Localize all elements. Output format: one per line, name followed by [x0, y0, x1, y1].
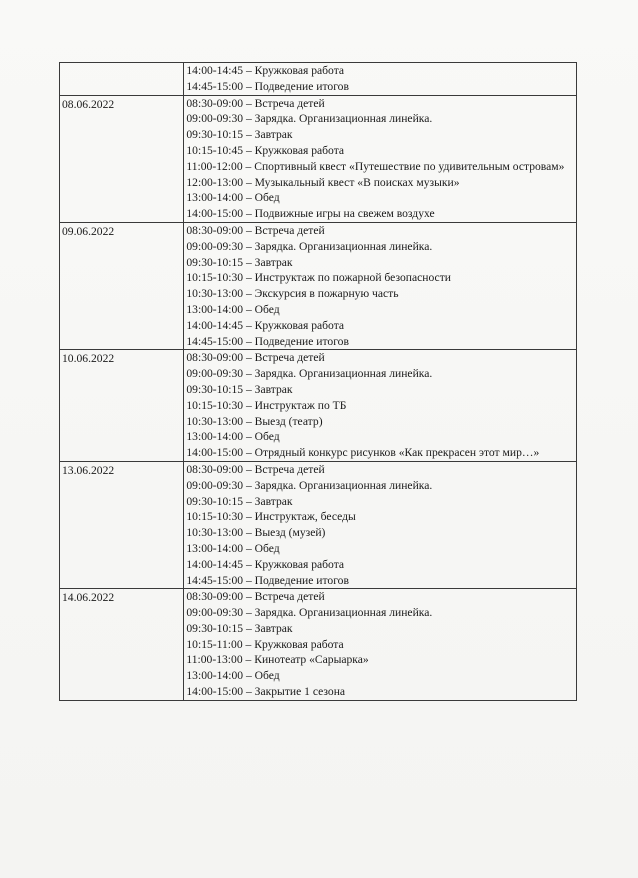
activity-entry: 13:00-14:00 – Обед [186, 430, 280, 444]
activity-entry: 09:00-09:30 – Зарядка. Организационная линейка. [186, 239, 433, 253]
activity-entry: 08:30-09:00 – Встреча детей [186, 351, 325, 365]
activity-entry: 08:30-09:00 – Встреча детей [186, 590, 325, 604]
date-label: 10.06.2022 [62, 352, 115, 366]
activity-entry: 09:30-10:15 – Завтрак [186, 255, 293, 269]
activity-entry: 10:30-13:00 – Экскурсия в пожарную часть [186, 287, 399, 301]
activity-entry: 11:00-13:00 – Кинотеатр «Сарыарка» [186, 653, 369, 667]
activity-entry: 14:00-14:45 – Кружковая работа [186, 557, 345, 571]
date-label: 09.06.2022 [62, 224, 115, 238]
activity-entry: 09:00-09:30 – Зарядка. Организационная линейка. [186, 367, 433, 381]
activity-entry: 10:30-13:00 – Выезд (театр) [186, 414, 323, 428]
activity-entry: 10:15-11:00 – Кружковая работа [186, 637, 344, 651]
activities-cell [184, 222, 577, 349]
date-cell [60, 461, 184, 588]
activity-entry: 10:15-10:30 – Инструктаж по пожарной безопасности [186, 271, 451, 285]
activity-entry: 14:45-15:00 – Подведение итогов [186, 79, 349, 93]
activities-cell [184, 350, 577, 462]
activities-cell [184, 95, 577, 222]
activity-entry: 08:30-09:00 – Встреча детей [186, 223, 325, 237]
activity-entry: 09:00-09:30 – Зарядка. Организационная линейка. [186, 112, 433, 126]
activity-entry: 10:15-10:30 – Инструктаж, беседы [186, 510, 356, 524]
date-cell [60, 350, 184, 462]
activity-entry: 08:30-09:00 – Встреча детей [186, 96, 325, 110]
activity-entry: 13:00-14:00 – Обед [186, 191, 280, 205]
date-label: 14.06.2022 [62, 591, 115, 605]
activity-entry: 14:00-14:45 – Кружковая работа [186, 318, 345, 332]
activity-entry: 09:30-10:15 – Завтрак [186, 128, 293, 142]
activity-entry: 14:00-15:00 – Отрядный конкурс рисунков «Как прекрасен этот мир…» [186, 446, 540, 460]
schedule-row [60, 222, 577, 349]
activity-entry: 09:30-10:15 – Завтрак [186, 494, 293, 508]
activity-entry: 09:00-09:30 – Зарядка. Организационная линейка. [186, 606, 433, 620]
activity-entry: 14:00-15:00 – Закрытие 1 сезона [186, 685, 346, 699]
date-cell [60, 63, 184, 96]
activity-entry: 11:00-12:00 – Спортивный квест «Путешествие по удивительным островам» [186, 159, 565, 173]
date-label: 08.06.2022 [62, 97, 115, 111]
date-label: 13.06.2022 [62, 463, 115, 477]
date-cell [60, 95, 184, 222]
activities-cell [184, 461, 577, 588]
schedule-row [60, 350, 577, 462]
activity-entry: 12:00-13:00 – Музыкальный квест «В поисках музыки» [186, 175, 460, 189]
activity-entry: 10:15-10:30 – Инструктаж по ТБ [186, 398, 347, 412]
activities-cell [184, 63, 577, 96]
activity-entry: 09:30-10:15 – Завтрак [186, 382, 293, 396]
activity-entry: 13:00-14:00 – Обед [186, 302, 280, 316]
schedule-row [60, 589, 577, 701]
schedule-row [60, 461, 577, 588]
schedule-row [60, 95, 577, 222]
activity-entry: 09:30-10:15 – Завтрак [186, 621, 293, 635]
activities-cell [184, 589, 577, 701]
activity-entry: 14:00-14:45 – Кружковая работа [186, 64, 345, 77]
activity-entry: 14:45-15:00 – Подведение итогов [186, 573, 349, 587]
schedule-table [59, 62, 577, 701]
date-cell [60, 589, 184, 701]
date-cell [60, 222, 184, 349]
activity-entry: 13:00-14:00 – Обед [186, 669, 280, 683]
schedule-row [60, 63, 577, 96]
activity-entry: 10:15-10:45 – Кружковая работа [186, 143, 345, 157]
activity-entry: 14:00-15:00 – Подвижные игры на свежем воздухе [186, 207, 435, 221]
activity-entry: 10:30-13:00 – Выезд (музей) [186, 526, 326, 540]
activity-entry: 13:00-14:00 – Обед [186, 541, 280, 555]
activity-entry: 09:00-09:30 – Зарядка. Организационная линейка. [186, 478, 433, 492]
activity-entry: 08:30-09:00 – Встреча детей [186, 462, 325, 476]
activity-entry: 14:45-15:00 – Подведение итогов [186, 334, 349, 348]
